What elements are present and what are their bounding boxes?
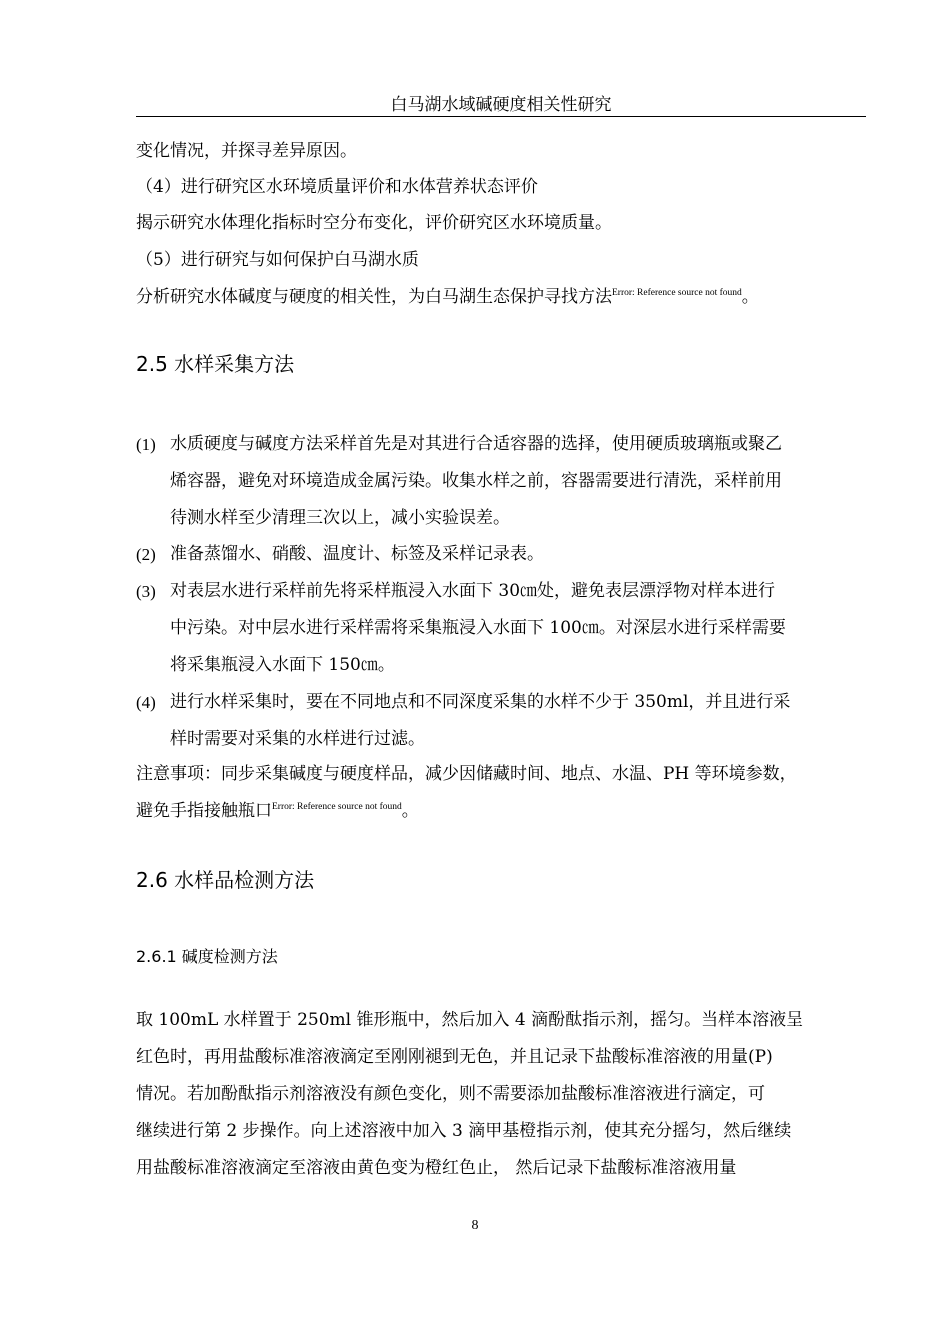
item-5-text: 分析研究水体碱度与硬度的相关性，为白马湖生态保护寻找方法 (136, 287, 612, 307)
list-line: 烯容器，避免对环境造成金属污染。收集水样之前，容器需要进行清洗，采样前用 (170, 471, 782, 491)
body-line: 取 100mL 水样置于 250ml 锥形瓶中，然后加入 4 滴酚酞指示剂，摇匀。当样本溶液呈 (136, 1010, 804, 1030)
body-line: 红色时，再用盐酸标准溶液滴定至刚刚褪到无色，并且记录下盐酸标准溶液的用量(P) (136, 1047, 773, 1067)
note-line-2: 避免手指接触瓶口 (136, 801, 272, 821)
body-line: 情况。若加酚酞指示剂溶液没有颜色变化，则不需要添加盐酸标准溶液进行滴定，可 (136, 1084, 765, 1104)
page-number: 8 (471, 1218, 479, 1233)
item-4-title: （4）进行研究区水环境质量评价和水体营养状态评价 (136, 177, 538, 197)
subsection-2-6-1-heading: 2.6.1 碱度检测方法 (136, 947, 278, 966)
list-line: 待测水样至少清理三次以上，减小实验误差。 (170, 508, 510, 528)
item-4-text: 揭示研究水体理化指标时空分布变化，评价研究区水环境质量。 (136, 213, 612, 233)
list-number: (2) (136, 545, 156, 564)
running-header: 白马湖水域碱硬度相关性研究 (390, 95, 612, 115)
list-line: 对表层水进行采样前先将采样瓶浸入水面下 30㎝处，避免表层漂浮物对样本进行 (170, 581, 776, 601)
list-number: (4) (136, 693, 156, 712)
reference-error-2: Error: Reference source not found (272, 802, 402, 812)
list-number: (3) (136, 582, 156, 601)
list-line: 水质硬度与碱度方法采样首先是对其进行合适容器的选择，使用硬质玻璃瓶或聚乙 (170, 434, 782, 454)
intro-line: 变化情况，并探寻差异原因。 (136, 141, 357, 161)
section-2-5-heading: 2.5 水样采集方法 (136, 352, 295, 376)
item-5-text-line (136, 279, 866, 316)
list-line: 进行水样采集时，要在不同地点和不同深度采集的水样不少于 350ml，并且进行采 (170, 692, 791, 712)
end-mark: 。 (401, 801, 419, 821)
body-line: 用盐酸标准溶液滴定至溶液由黄色变为橙红色止， 然后记录下盐酸标准溶液用量 (136, 1158, 737, 1178)
reference-error-1: Error: Reference source not found (612, 288, 742, 298)
list-line: 样时需要对采集的水样进行过滤。 (170, 729, 425, 749)
list-number: (1) (136, 435, 156, 454)
body-line: 继续进行第 2 步操作。向上述溶液中加入 3 滴甲基橙指示剂，使其充分摇匀，然后继续 (136, 1121, 792, 1141)
section-2-6-heading: 2.6 水样品检测方法 (136, 868, 315, 892)
note-line-1: 注意事项：同步采集碱度与硬度样品，减少因储藏时间、地点、水温、PH 等环境参数， (136, 764, 797, 784)
header-rule (136, 116, 866, 117)
list-line: 中污染。对中层水进行采样需将采集瓶浸入水面下 100㎝。对深层水进行采样需要 (170, 618, 786, 638)
list-line: 将采集瓶浸入水面下 150㎝。 (170, 655, 395, 675)
item-5-title: （5）进行研究与如何保护白马湖水质 (136, 250, 419, 270)
list-line: 准备蒸馏水、硝酸、温度计、标签及采样记录表。 (170, 544, 544, 564)
end-mark: 。 (741, 287, 759, 307)
note-line-2-wrap (136, 793, 866, 830)
